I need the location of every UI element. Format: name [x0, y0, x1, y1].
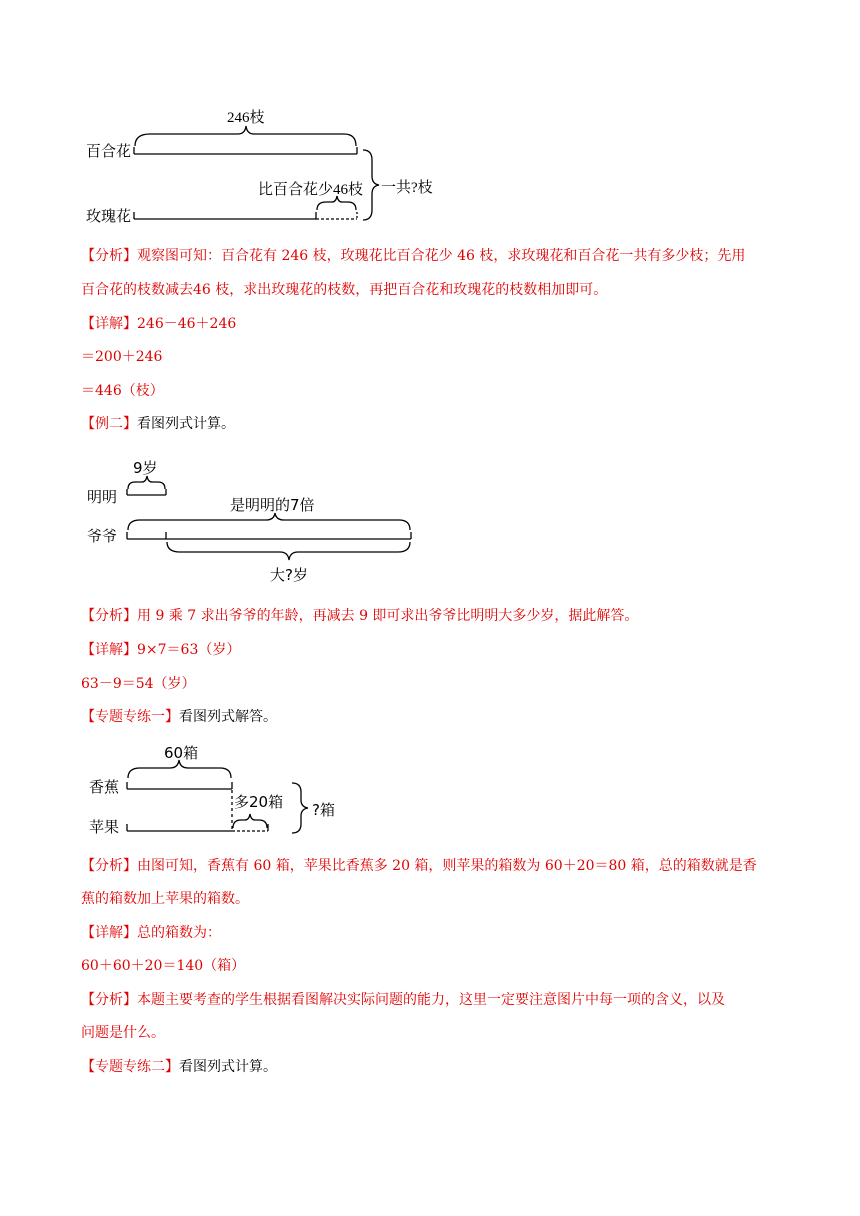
analysis-tag: 【分析】 — [81, 608, 137, 624]
diagram1-diff-label: 比百合花少46枝 — [258, 182, 364, 198]
example-text: 看图列式计算。 — [137, 416, 235, 432]
diagram2-row2-label: 爷爷 — [87, 527, 118, 545]
analysis-tag: 【分析】 — [81, 248, 137, 264]
analysis-text: 用 9 乘 7 求出爷爷的年龄，再减去 9 即可求出爷爷比明明大多少岁，据此解答。 — [137, 608, 639, 624]
practice-heading — [81, 1057, 277, 1077]
analysis-paragraph-4-cont: 问题是什么。 — [81, 1025, 165, 1041]
analysis-text: 本题主要考查的学生根据看图解决实际问题的能力，这里一定要注意图片中每一项的含义，以及 — [137, 992, 725, 1008]
analysis-text: 由图可知，香蕉有 60 箱，苹果比香蕉多 20 箱，则苹果的箱数为 60＋20＝80 箱，总的箱数就是香 — [137, 858, 757, 874]
diagram1-row2-label: 玫瑰花 — [86, 209, 132, 225]
detail-line — [81, 923, 221, 943]
analysis-paragraph-3 — [81, 856, 757, 876]
detail-text: 246－46＋246 — [137, 316, 237, 332]
diagram2-top-label: 9岁 — [133, 459, 158, 477]
detail-line: ＝200＋246 — [81, 349, 163, 365]
detail-tag: 【详解】 — [81, 316, 137, 332]
diagram1-row1-label: 百合花 — [86, 144, 132, 160]
analysis-tag: 【分析】 — [81, 858, 137, 874]
diagram3-row2-label: 苹果 — [89, 818, 120, 836]
analysis-paragraph-1-cont: 百合花的枝数减去46 枝，求出玫瑰花的枝数，再把百合花和玫瑰花的枝数相加即可。 — [81, 282, 608, 298]
diagram3-total-label: ?箱 — [312, 801, 335, 819]
diagram1-top-label: 246枝 — [227, 110, 265, 126]
detail-tag: 【详解】 — [81, 925, 137, 941]
detail-tag: 【详解】 — [81, 642, 137, 658]
analysis-paragraph-3-cont: 蕉的箱数加上苹果的箱数。 — [81, 891, 249, 907]
diagram2-row1-label: 明明 — [87, 488, 118, 506]
detail-line: 63－9＝54（岁） — [81, 676, 196, 692]
diagram1-total-label: 一共?枝 — [381, 180, 433, 196]
detail-text: 9×7＝63（岁） — [137, 642, 241, 658]
detail-text: 总的箱数为： — [137, 925, 221, 941]
analysis-paragraph-4 — [81, 990, 725, 1010]
practice-tag: 【专题专练一】 — [81, 709, 179, 725]
practice-text: 看图列式解答。 — [179, 709, 277, 725]
diagram3-diff-label: 多20箱 — [234, 793, 284, 811]
diagram3-top-label: 60箱 — [164, 744, 199, 762]
diagram2-diff-label: 大?岁 — [270, 566, 308, 584]
diagram3-row1-label: 香蕉 — [89, 778, 120, 796]
practice-tag: 【专题专练二】 — [81, 1059, 179, 1075]
example-tag: 【例二】 — [81, 416, 137, 432]
detail-line: ＝446（枝） — [81, 383, 164, 399]
analysis-tag: 【分析】 — [81, 992, 137, 1008]
analysis-text: 观察图可知：百合花有 246 枝，玫瑰花比百合花少 46 枝，求玫瑰花和百合花一共有多少枝；先用 — [137, 248, 746, 264]
diagram2-times-label: 是明明的7倍 — [230, 496, 315, 514]
detail-line: 60＋60＋20＝140（箱） — [81, 958, 246, 974]
practice-text: 看图列式计算。 — [179, 1059, 277, 1075]
